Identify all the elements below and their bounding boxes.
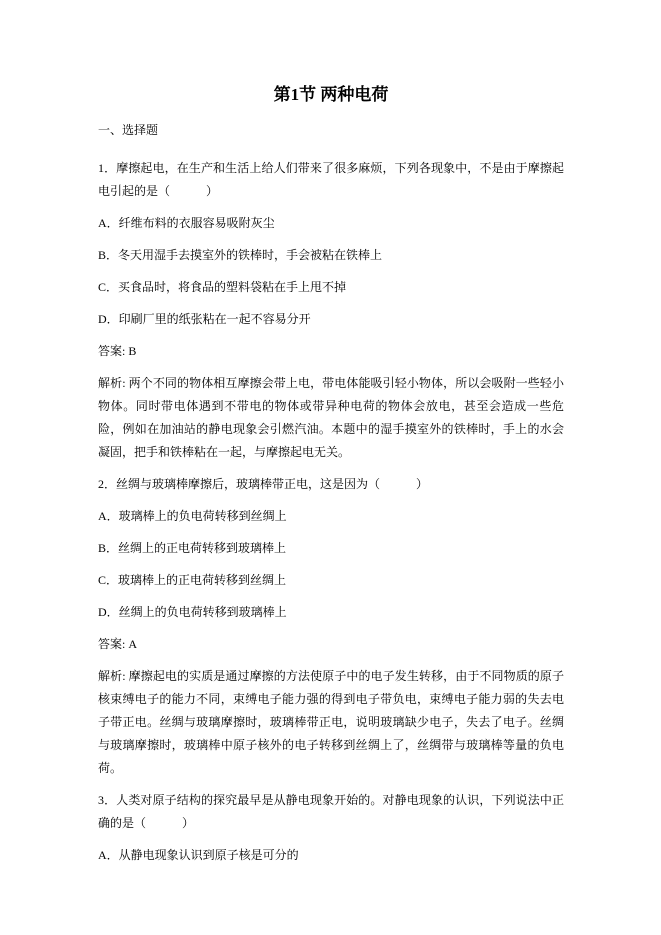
option-item-c: C．买食品时，将食品的塑料袋粘在手上甩不掉 [98, 280, 347, 294]
question-1 [98, 157, 564, 464]
option-item-d: D．印刷厂里的纸张粘在一起不容易分开 [98, 312, 311, 326]
answer-text: 答案: A [98, 637, 138, 651]
option-item-a: A．玻璃棒上的负电荷转移到丝绸上 [98, 509, 287, 523]
question-3 [98, 789, 564, 867]
option-item-a: A．纤维布料的衣服容易吸附灰尘 [98, 216, 275, 230]
section-heading: 一、选择题 [98, 123, 159, 137]
question-2 [98, 473, 564, 780]
option-item-b: B．冬天用湿手去摸室外的铁棒时，手会被粘在铁棒上 [98, 248, 383, 262]
option-item-d: D．丝绸上的负电荷转移到玻璃棒上 [98, 605, 287, 619]
page-title: 第1节 两种电荷 [273, 85, 389, 104]
option-item-a: A．从静电现象认识到原子核是可分的 [98, 848, 299, 862]
analysis-text: 解析: 两个不同的物体相互摩擦会带上电，带电体能吸引轻小物体，所以会吸附一些轻小物体。同时带电体遇到不带电的物体或带异种电荷的物体会放电，甚至会造成一些危险，例如在加油站的静电现象会引燃汽油。本题中的湿手摸室外的铁棒时，手上的水会凝固，把手和铁棒粘在一起，与摩擦起电无关。 [98, 376, 564, 459]
question-stem: 1．摩擦起电，在生产和生活上给人们带来了很多麻烦，下列各现象中，不是由于摩擦起电引起的是（ ） [98, 161, 564, 198]
option-item-b: B．丝绸上的正电荷转移到玻璃棒上 [98, 541, 287, 555]
option-item-c: C．玻璃棒上的正电荷转移到丝绸上 [98, 573, 287, 587]
question-stem: 2．丝绸与玻璃棒摩擦后，玻璃棒带正电，这是因为（ ） [98, 477, 429, 491]
answer-text: 答案: B [98, 344, 137, 358]
analysis-text: 解析: 摩擦起电的实质是通过摩擦的方法使原子中的电子发生转移，由于不同物质的原子核束缚电子的能力不同，束缚电子能力强的得到电子带负电，束缚电子能力弱的失去电子带正电。丝绸与玻璃摩擦时，玻璃棒带正电，说明玻璃缺少电子，失去了电子。丝绸与玻璃摩擦时，玻璃棒中原子核外的电子转移到丝绸上了，丝绸带与玻璃棒等量的负电荷。 [98, 669, 564, 775]
question-stem: 3．人类对原子结构的探究最早是从静电现象开始的。对静电现象的认识，下列说法中正确的是（ ） [98, 793, 564, 830]
